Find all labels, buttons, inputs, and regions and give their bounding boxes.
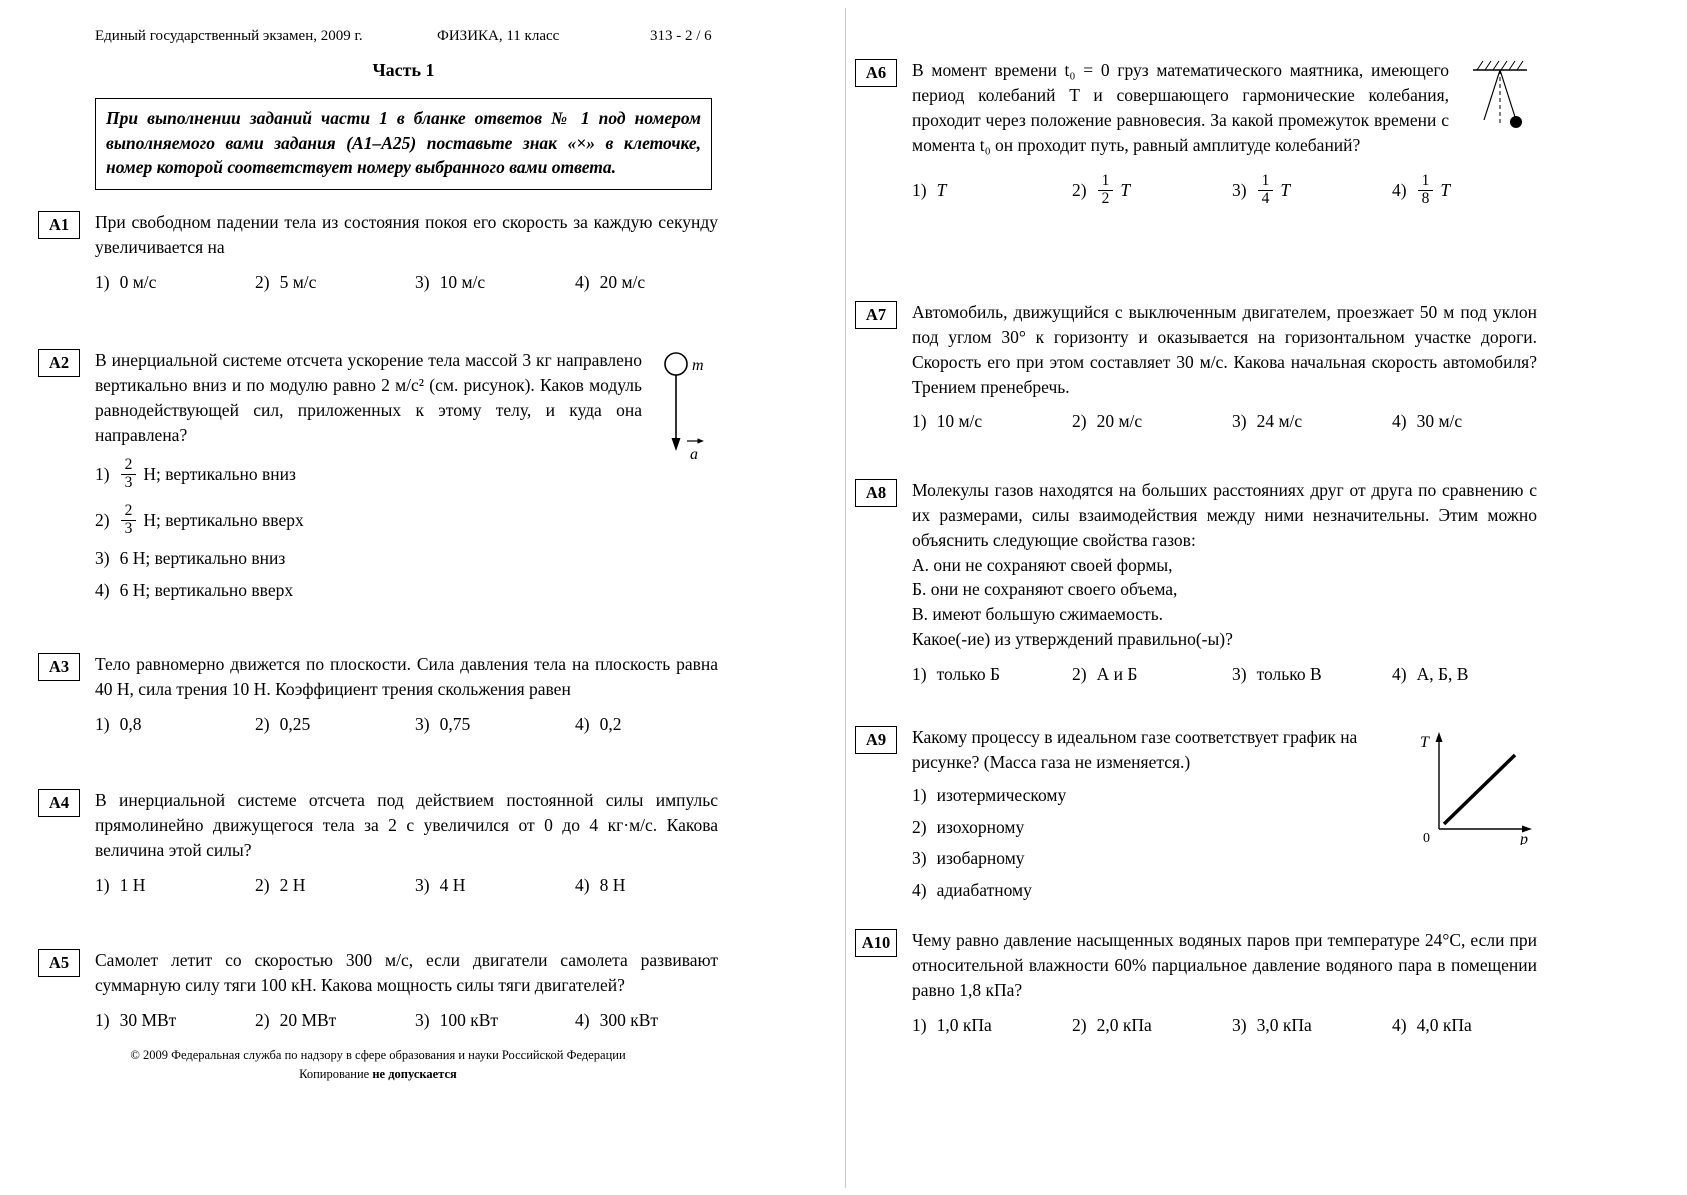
answer-option: 1) только Б (912, 663, 1001, 684)
answer-option: 3) 3,0 кПа (1232, 1014, 1312, 1035)
graph-x-axis-label: p (1520, 831, 1528, 845)
question-a4-options (95, 873, 718, 898)
answer-option: 3) 4 Н (415, 874, 466, 895)
answer-option: 3) 10 м/с (415, 271, 486, 292)
question-a3 (38, 652, 718, 737)
question-a8-text: Молекулы газов находятся на больших расстояниях друг от друга по сравнению с их размерами, силы взаимодействия между ними незначительны. Этим можно объяснить следующие свойства газов: (912, 480, 1537, 550)
question-a1-options (95, 270, 718, 295)
answer-option: 2) 20 м/с (1072, 411, 1143, 432)
header-exam-title: Единый государственный экзамен, 2009 г. (95, 28, 363, 44)
question-a6-label: А6 (855, 59, 897, 87)
answer-option: 3) только В (1232, 663, 1322, 684)
question-a7-text: Автомобиль, движущийся с выключенным двигателем, проезжает 50 м под уклон под углом 30° к горизонту и оказывается на горизонтальном участке дороги. Скорость его при этом составляет 30 м/с. Какова начальная скорость автомобиля? Трением пренебречь. (912, 302, 1537, 397)
tp-graph-figure (1417, 725, 1537, 852)
fraction: $\frac{1}{4}$ (1258, 173, 1274, 207)
mass-arrow-figure (656, 348, 718, 473)
answer-option: 1) 0,8 (95, 713, 142, 734)
answer-option: 1) 10 м/с (912, 411, 983, 432)
question-a1-body (95, 210, 718, 295)
question-a1-label: А1 (38, 211, 80, 239)
answer-option: 3) 24 м/с (1232, 411, 1303, 432)
question-a3-body (95, 652, 718, 737)
footer-copyright: © 2009 Федеральная служба по надзору в сфере образования и науки Российской Федерации (130, 1048, 626, 1062)
question-a3-label: А3 (38, 653, 80, 681)
answer-option: 2) $\frac{2}{3}$ Н; вертикально вверх (95, 501, 304, 537)
graph-y-axis-label: T (1420, 734, 1429, 751)
question-a6-options (912, 171, 1537, 209)
pendulum-figure (1463, 58, 1537, 147)
header-subject: ФИЗИКА, 11 класс (437, 28, 560, 44)
answer-option: 3) 0,75 (415, 713, 471, 734)
question-a4 (38, 788, 718, 897)
answer-option: 1) 1 Н (95, 874, 146, 895)
answer-option: 1) T (912, 180, 947, 201)
question-a9-label: А9 (855, 726, 897, 754)
question-a2-options (95, 455, 718, 603)
fraction: $\frac{1}{2}$ (1098, 173, 1114, 207)
question-a5 (38, 948, 718, 1033)
question-a7-body (912, 300, 1537, 434)
answer-option: 1) $\frac{2}{3}$ Н; вертикально вниз (95, 456, 296, 492)
question-a10-label: А10 (855, 929, 897, 957)
answer-option: 1) 0 м/с (95, 271, 157, 292)
answer-option: 2) 0,25 (255, 713, 311, 734)
instruction-box (95, 98, 712, 190)
answer-option: 1) 1,0 кПа (912, 1014, 992, 1035)
question-a10-options (912, 1013, 1537, 1038)
answer-option: 2) 5 м/с (255, 271, 317, 292)
answer-option: 2) 20 МВт (255, 1009, 337, 1030)
question-a8-options (912, 662, 1537, 687)
question-a2-text: В инерциальной системе отсчета ускорение тела массой 3 кг направлено вертикально вниз и по модулю равно 2 м/с² (см. рисунок). Каков модуль равнодействующей сил, приложенных к этому телу, и куда она направлена? (95, 350, 642, 445)
question-a8-body (912, 478, 1537, 687)
question-a9 (855, 725, 1537, 903)
question-a8-statement-b: Б. они не сохраняют своего объема, (912, 579, 1178, 600)
question-a2 (38, 348, 718, 603)
answer-option: 2) А и Б (1072, 663, 1138, 684)
question-a4-label: А4 (38, 789, 80, 817)
answer-option: 4) $\frac{1}{8}$ T (1392, 172, 1451, 208)
answer-option: 3) $\frac{1}{4}$ T (1232, 172, 1291, 208)
question-a6 (855, 58, 1537, 210)
answer-option: 2) $\frac{1}{2}$ T (1072, 172, 1131, 208)
answer-option: 3) изобарному (912, 848, 1025, 869)
question-a2-body (95, 348, 718, 603)
mass-label: m (692, 357, 704, 374)
question-a1 (38, 210, 718, 295)
answer-option: 4) А, Б, В (1392, 663, 1469, 684)
question-a7-label: А7 (855, 301, 897, 329)
question-a6-text: В момент времени t₀ = 0 груз математического маятника, имеющего период колебаний T и совершающего гармонические колебания, проходит через положение равновесия. За какой промежуток времени с момента t₀ он проходит путь, равный амплитуде колебаний? (912, 60, 1449, 155)
answer-option: 3) 6 Н; вертикально вниз (95, 548, 286, 569)
question-a4-text: В инерциальной системе отсчета под действием постоянной силы импульс прямолинейно движущегося тела за 2 с увеличился от 0 до 4 кг·м/с. Какова величина этой силы? (95, 790, 718, 860)
page-divider (845, 8, 846, 1188)
acceleration-label: a (690, 446, 698, 463)
question-a3-options (95, 712, 718, 737)
answer-option: 4) 0,2 (575, 713, 622, 734)
question-a8-question: Какое(-ие) из утверждений правильно(-ы)? (912, 629, 1233, 650)
header-page-code: 313 - 2 / 6 (650, 28, 712, 44)
graph-origin-label: 0 (1423, 831, 1430, 845)
question-a5-label: А5 (38, 949, 80, 977)
question-a8-statement-a: А. они не сохраняют своей формы, (912, 554, 1173, 575)
question-a9-text: Какому процессу в идеальном газе соответствует график на рисунке? (Масса газа не изменяется.) (912, 727, 1358, 772)
question-a5-text: Самолет летит со скоростью 300 м/с, если двигатели самолета развивают суммарную силу тяги 100 кН. Какова мощность силы тяги двигателей? (95, 950, 718, 995)
answer-option: 4) 30 м/с (1392, 411, 1463, 432)
question-a8-label: А8 (855, 479, 897, 507)
question-a6-body (912, 58, 1537, 210)
answer-option: 4) адиабатному (912, 880, 1032, 901)
question-a10-body (912, 928, 1537, 1037)
fraction: $\frac{2}{3}$ (121, 503, 137, 537)
question-a2-label: А2 (38, 349, 80, 377)
question-a8-statement-v: В. имеют большую сжимаемость. (912, 604, 1164, 625)
answer-option: 1) изотермическому (912, 784, 1067, 805)
answer-option: 4) 8 Н (575, 874, 626, 895)
question-a5-options (95, 1008, 718, 1033)
answer-option: 4) 20 м/с (575, 271, 646, 292)
question-a10 (855, 928, 1537, 1037)
question-a8 (855, 478, 1537, 687)
question-a5-body (95, 948, 718, 1033)
question-a3-text: Тело равномерно движется по плоскости. Сила давления тела на плоскость равна 40 Н, сила трения 10 Н. Коэффициент трения скольжения равен (95, 654, 718, 699)
answer-option: 2) 2 Н (255, 874, 306, 895)
answer-option: 2) изохорному (912, 816, 1025, 837)
page-footer (38, 1046, 718, 1085)
question-a7-options (912, 409, 1537, 434)
fraction: $\frac{1}{8}$ (1418, 173, 1434, 207)
part-title: Часть 1 (372, 60, 435, 80)
answer-option: 2) 2,0 кПа (1072, 1014, 1152, 1035)
answer-option: 4) 6 Н; вертикально вверх (95, 580, 294, 601)
question-a10-text: Чему равно давление насыщенных водяных паров при температуре 24°С, если при относительной влажности 60% парциальное давление водяного пара в помещении равно 1,8 кПа? (912, 930, 1537, 1000)
answer-option: 4) 300 кВт (575, 1009, 659, 1030)
instruction-text: При выполнении заданий части 1 в бланке ответов № 1 под номером выполняемого вами задания (А1–А25) поставьте знак «×» в клеточке, номер которой соответствует номеру выбранного вами ответа. (106, 108, 701, 177)
answer-option: 4) 4,0 кПа (1392, 1014, 1472, 1035)
answer-option: 1) 30 МВт (95, 1009, 177, 1030)
answer-option: 3) 100 кВт (415, 1009, 499, 1030)
question-a7 (855, 300, 1537, 434)
question-a4-body (95, 788, 718, 897)
question-a9-body (912, 725, 1537, 903)
footer-notice: Копирование не допускается (299, 1067, 457, 1082)
fraction: $\frac{2}{3}$ (121, 457, 137, 491)
question-a1-text: При свободном падении тела из состояния покоя его скорость за каждую секунду увеличивается на (95, 212, 718, 257)
